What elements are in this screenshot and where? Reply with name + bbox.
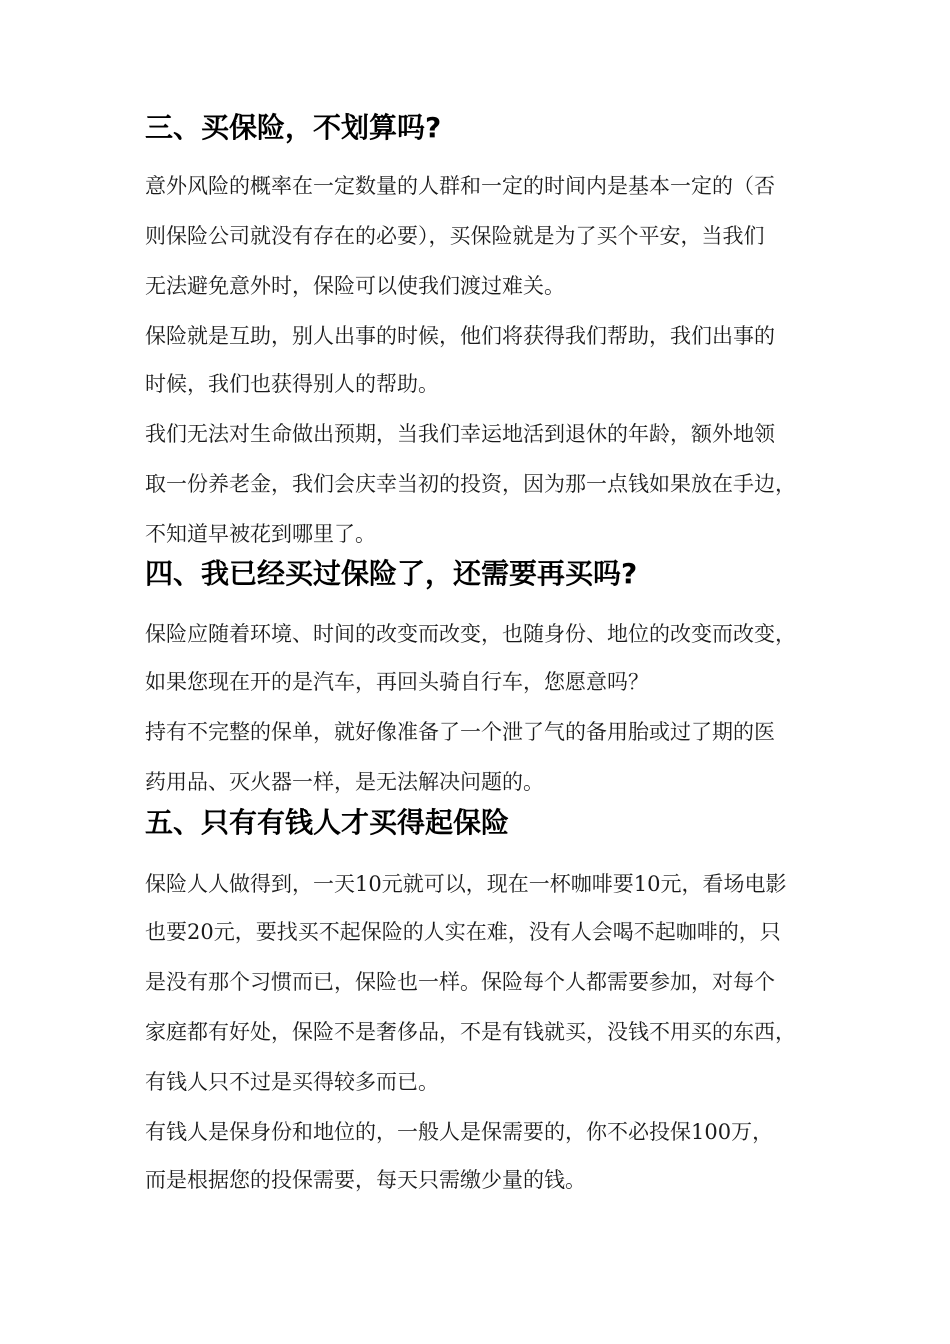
paragraph-line: 保险人人做得到，一天10元就可以，现在一杯咖啡要10元，看场电影 <box>145 872 787 896</box>
paragraph-line: 如果您现在开的是汽车，再回头骑自行车，您愿意吗？ <box>145 670 649 694</box>
section-heading: 三、买保险，不划算吗? <box>145 111 442 144</box>
paragraph-line: 药用品、灭火器一样，是无法解决问题的。 <box>145 770 544 794</box>
paragraph-line: 是没有那个习惯而已，保险也一样。保险每个人都需要参加，对每个 <box>145 970 775 994</box>
paragraph-line: 不知道早被花到哪里了。 <box>145 522 376 546</box>
paragraph-line: 保险就是互助，别人出事的时候，他们将获得我们帮助，我们出事的 <box>145 324 775 348</box>
paragraph-line: 时候，我们也获得别人的帮助。 <box>145 372 439 396</box>
paragraph-line: 保险应随着环境、时间的改变而改变，也随身份、地位的改变而改变， <box>145 622 796 646</box>
paragraph-line: 有钱人只不过是买得较多而已。 <box>145 1070 439 1094</box>
section-heading: 五、只有有钱人才买得起保险 <box>145 806 510 839</box>
paragraph-line: 有钱人是保身份和地位的，一般人是保需要的，你不必投保100万， <box>145 1120 774 1144</box>
section-heading: 四、我已经买过保险了，还需要再买吗? <box>145 557 638 590</box>
paragraph-line: 而是根据您的投保需要，每天只需缴少量的钱。 <box>145 1168 586 1192</box>
paragraph-line: 持有不完整的保单，就好像准备了一个泄了气的备用胎或过了期的医 <box>145 720 775 744</box>
paragraph-line: 意外风险的概率在一定数量的人群和一定的时间内是基本一定的（否 <box>145 174 775 198</box>
paragraph-line: 则保险公司就没有存在的必要），买保险就是为了买个平安，当我们 <box>145 224 765 248</box>
paragraph-line: 我们无法对生命做出预期，当我们幸运地活到退休的年龄，额外地领 <box>145 422 775 446</box>
paragraph-line: 无法避免意外时，保险可以使我们渡过难关。 <box>145 274 565 298</box>
paragraph-line: 也要20元，要找买不起保险的人实在难，没有人会喝不起咖啡的，只 <box>145 920 781 944</box>
paragraph-line: 取一份养老金，我们会庆幸当初的投资，因为那一点钱如果放在手边， <box>145 472 796 496</box>
paragraph-line: 家庭都有好处，保险不是奢侈品，不是有钱就买，没钱不用买的东西， <box>145 1020 796 1044</box>
